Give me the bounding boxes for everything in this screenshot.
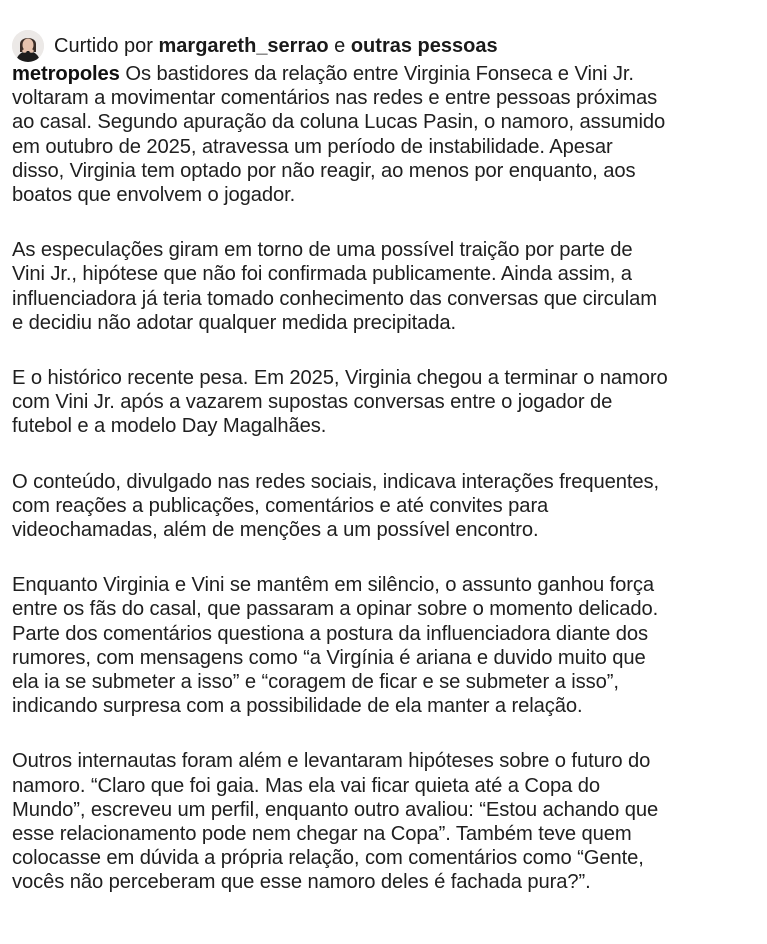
caption-line: disso, Virginia tem optado por não reagir, ao menos por enquanto, aos	[12, 159, 636, 182]
person-avatar-icon	[12, 30, 44, 62]
caption-line: rumores, com mensagens como “a Virgínia é ariana e duvido muito que	[12, 646, 646, 669]
liker-avatar[interactable]	[12, 30, 44, 62]
caption-line: voltaram a movimentar comentários nas redes e entre pessoas próximas	[12, 87, 658, 110]
caption-paragraph-4	[12, 470, 757, 543]
caption-line	[12, 62, 757, 86]
caption-line: Mundo”, escreveu um perfil, enquanto outro avaliou: “Estou achando que	[12, 798, 659, 821]
caption-paragraph-1	[12, 62, 757, 207]
caption-line: em outubro de 2025, atravessa um período de instabilidade. Apesar	[12, 135, 613, 158]
caption-line: indicando surpresa com a possibilidade de ela manter a relação.	[12, 695, 583, 718]
caption-paragraph-6	[12, 749, 757, 894]
liked-by-row[interactable]	[12, 30, 498, 62]
caption-line: As especulações giram em torno de uma possível traição por parte de	[12, 239, 633, 262]
caption-paragraph-2	[12, 238, 757, 335]
caption-line: entre os fãs do casal, que passaram a opinar sobre o momento delicado.	[12, 598, 659, 621]
caption-line: namoro. “Claro que foi gaia. Mas ela vai ficar quieta até a Copa do	[12, 774, 601, 797]
caption-line: E o histórico recente pesa. Em 2025, Virginia chegou a terminar o namoro	[12, 367, 668, 390]
caption-line: com Vini Jr. após a vazarem supostas conversas entre o jogador de	[12, 391, 613, 414]
liker-username-link[interactable]: margareth_serrao	[158, 35, 329, 57]
author-username-link[interactable]: metropoles	[12, 63, 120, 85]
caption-line-text: Os bastidores da relação entre Virginia Fonseca e Vini Jr.	[125, 63, 634, 85]
liked-by-text	[54, 34, 498, 58]
caption-line: Parte dos comentários questiona a postura da influenciadora diante dos	[12, 622, 649, 645]
caption-line: ela ia se submeter a isso” e “coragem de ficar e se submeter a isso”,	[12, 671, 619, 694]
caption-line: vocês não perceberam que esse namoro deles é fachada pura?”.	[12, 871, 591, 894]
caption-line: influenciadora já teria tomado conhecimento das conversas que circulam	[12, 287, 657, 310]
caption-line: esse relacionamento pode nem chegar na Copa”. Também teve quem	[12, 823, 632, 846]
caption-line: Vini Jr., hipótese que não foi confirmada publicamente. Ainda assim, a	[12, 263, 632, 286]
caption-line: futebol e a modelo Day Magalhães.	[12, 415, 327, 438]
caption-line: Enquanto Virginia e Vini se mantêm em silêncio, o assunto ganhou força	[12, 574, 655, 597]
liked-by-connector: e	[334, 35, 346, 57]
caption-line: O conteúdo, divulgado nas redes sociais, indicava interações frequentes,	[12, 470, 660, 493]
caption-line: videochamadas, além de menções a um possível encontro.	[12, 519, 539, 542]
caption-paragraph-3	[12, 366, 757, 439]
caption-line: colocasse em dúvida a própria relação, com comentários como “Gente,	[12, 847, 644, 870]
liked-by-prefix: Curtido por	[54, 35, 153, 57]
other-likers-link[interactable]: outras pessoas	[350, 35, 498, 57]
post-caption	[12, 62, 757, 926]
caption-line: e decidiu não adotar qualquer medida precipitada.	[12, 311, 457, 334]
caption-line: boatos que envolvem o jogador.	[12, 184, 296, 207]
caption-line: com reações a publicações, comentários e até convites para	[12, 494, 549, 517]
caption-paragraph-5	[12, 573, 757, 718]
caption-line: Outros internautas foram além e levantaram hipóteses sobre o futuro do	[12, 750, 651, 773]
caption-line: ao casal. Segundo apuração da coluna Lucas Pasin, o namoro, assumido	[12, 111, 666, 134]
